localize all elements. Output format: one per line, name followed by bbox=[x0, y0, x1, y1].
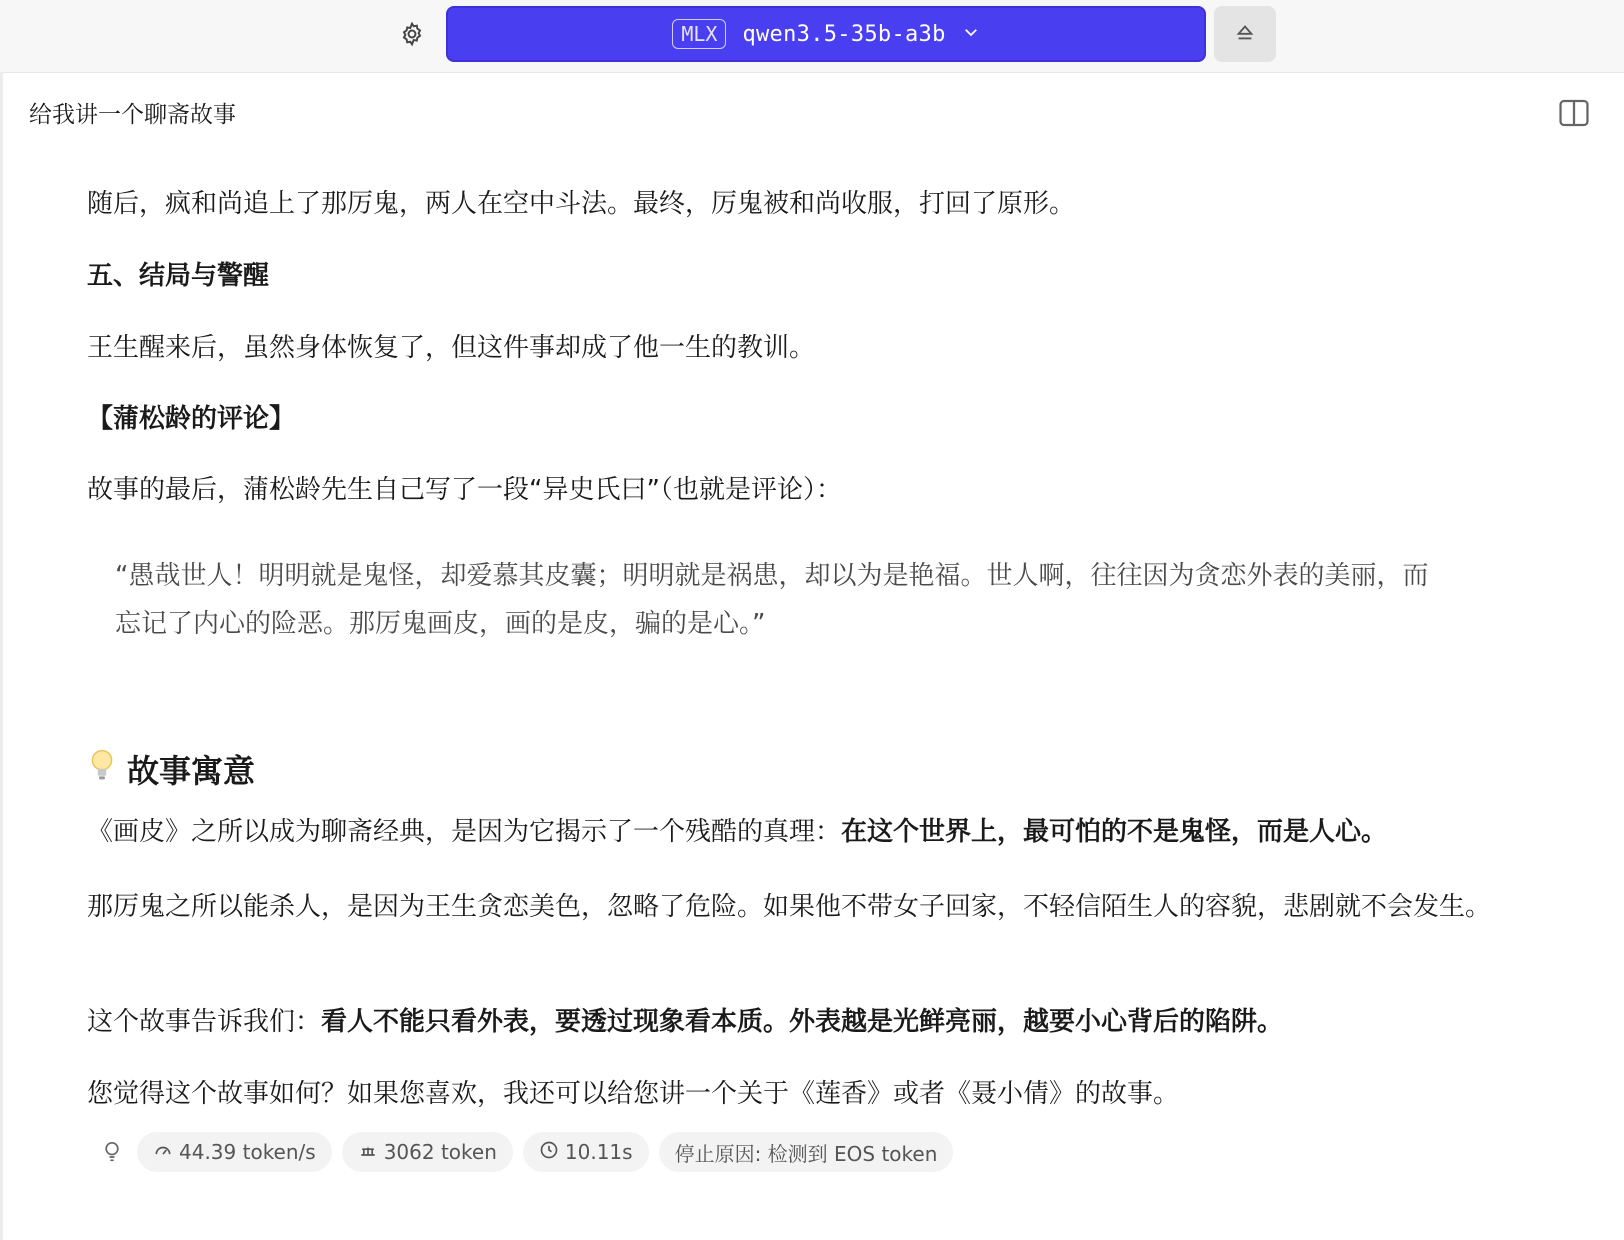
settings-gear-icon[interactable] bbox=[396, 18, 428, 50]
token-count-stat bbox=[342, 1132, 513, 1172]
thinking-toggle-icon[interactable] bbox=[97, 1132, 127, 1172]
lightbulb-icon bbox=[87, 747, 117, 791]
clock-icon bbox=[539, 1140, 559, 1165]
token-count-value: 3062 token bbox=[383, 1140, 497, 1164]
speed-stat bbox=[137, 1132, 332, 1172]
speed-value: 44.39 token/s bbox=[179, 1140, 316, 1164]
paragraph-text: 《画皮》之所以成为聊斋经典，是因为它揭示了一个残酷的真理： bbox=[87, 817, 842, 847]
mlx-badge: MLX bbox=[672, 19, 726, 49]
stop-reason-stat bbox=[659, 1132, 954, 1172]
eject-icon bbox=[1234, 21, 1256, 47]
top-toolbar bbox=[0, 0, 1624, 73]
gauge-icon bbox=[153, 1140, 173, 1165]
chat-panel bbox=[0, 72, 1624, 1240]
message-paragraph: 您觉得这个故事如何？如果您喜欢，我还可以给您讲一个关于《莲香》或者《聂小倩》的故事。 bbox=[87, 1079, 1180, 1109]
generation-stats bbox=[97, 1132, 953, 1172]
time-value: 10.11s bbox=[564, 1140, 633, 1164]
stop-reason-value: 停止原因: 检测到 EOS token bbox=[674, 1141, 938, 1166]
message-paragraph bbox=[87, 812, 1387, 852]
chat-title: 给我讲一个聊斋故事 bbox=[29, 102, 236, 128]
split-panel-icon[interactable] bbox=[1557, 96, 1591, 130]
message-paragraph: 王生醒来后，虽然身体恢复了，但这件事却成了他一生的教训。 bbox=[87, 333, 816, 363]
model-selector-button[interactable] bbox=[446, 6, 1206, 62]
bold-text: 看人不能只看外表，要透过现象看本质。外表越是光鲜亮丽，越要小心背后的陷阱。 bbox=[321, 1007, 1284, 1037]
message-paragraph: 那厉鬼之所以能杀人，是因为王生贪恋美色，忽略了危险。如果他不带女子回家，不轻信陌生人的容貌，悲剧就不会发生。 bbox=[87, 892, 1492, 922]
bold-text: 在这个世界上，最可怕的不是鬼怪，而是人心。 bbox=[841, 817, 1388, 847]
model-name: qwen3.5-35b-a3b bbox=[742, 21, 946, 47]
message-paragraph: 故事的最后，蒲松龄先生自己写了一段“异史氏曰”（也就是评论）： bbox=[87, 475, 842, 505]
moral-section-heading bbox=[87, 746, 255, 792]
blockquote: “愚哉世人！明明就是鬼怪，却爱慕其皮囊；明明就是祸患，却以为是艳福。世人啊，往往因为贪恋外表的美丽，而忘记了内心的险恶。那厉鬼画皮，画的是皮，骗的是心。” bbox=[115, 561, 1429, 639]
paragraph-text: 这个故事告诉我们： bbox=[87, 1007, 322, 1037]
time-stat bbox=[523, 1132, 649, 1172]
message-paragraph bbox=[87, 1002, 1283, 1042]
section-heading: 五、结局与警醒 bbox=[87, 261, 270, 291]
token-icon bbox=[358, 1140, 378, 1165]
moral-title: 故事寓意 bbox=[127, 752, 256, 790]
message-paragraph: 随后，疯和尚追上了那厉鬼，两人在空中斗法。最终，厉鬼被和尚收服，打回了原形。 bbox=[87, 189, 1076, 219]
comment-heading: 【蒲松龄的评论】 bbox=[87, 404, 296, 434]
chevron-down-icon bbox=[962, 23, 980, 45]
eject-button[interactable] bbox=[1214, 6, 1276, 62]
